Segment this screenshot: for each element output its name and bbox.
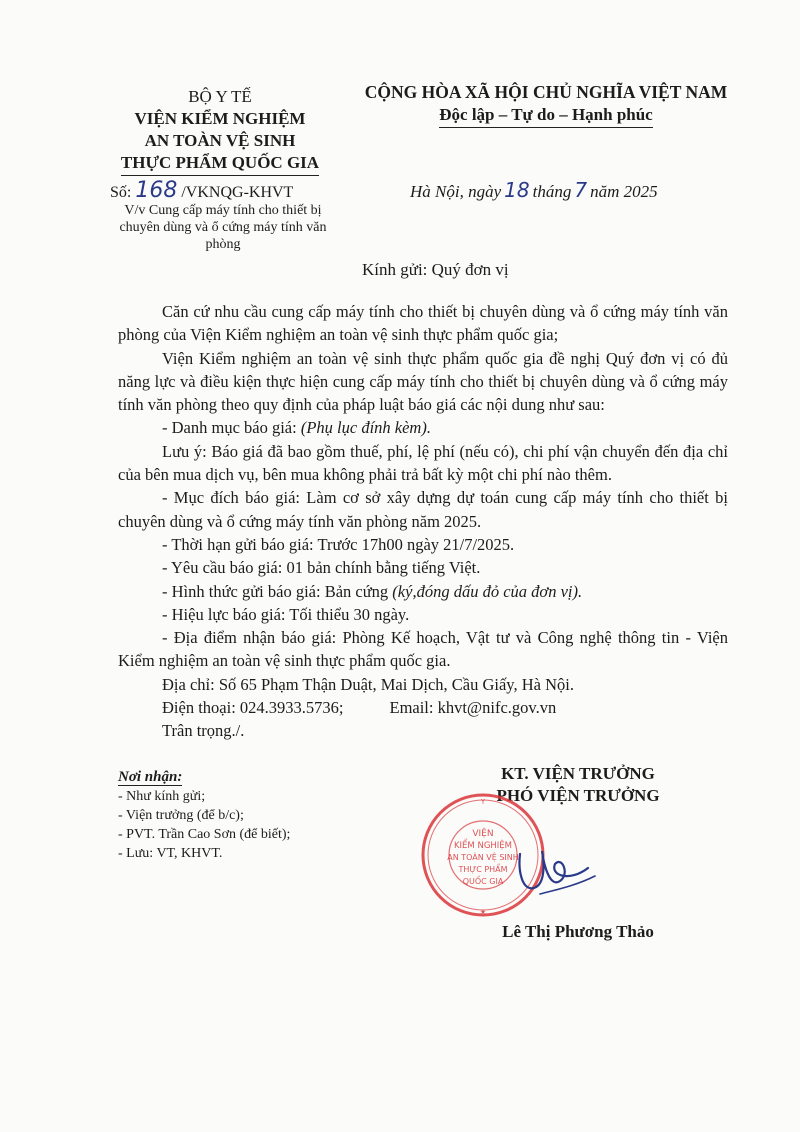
recipient-item: - PVT. Trần Cao Sơn (để biết); <box>118 827 291 842</box>
issuer-block <box>95 86 345 176</box>
document-number <box>110 178 293 203</box>
paragraph-closing: Trân trọng./. <box>162 721 245 741</box>
paragraph-note: Lưu ý: Báo giá đã bao gồm thuế, phí, lệ phí (nếu có), chi phí vận chuyển đến địa chỉ của bên mua dịch vụ, bên mua không phải trả bất kỳ một chi phí nào thêm. <box>118 441 728 485</box>
institute-line-1: VIỆN KIỂM NGHIỆM <box>134 109 306 128</box>
contact-email: Email: khvt@nifc.gov.vn <box>389 698 557 718</box>
ministry-name: BỘ Y TẾ <box>188 87 252 106</box>
svg-text:QUỐC GIA: QUỐC GIA <box>462 877 504 886</box>
svg-text:VIỆN: VIỆN <box>472 829 494 839</box>
number-suffix: /VKNQG-KHVT <box>181 184 294 201</box>
paragraph-location: - Địa điểm nhận báo giá: Phòng Kế hoạch, Vật tư và Công nghệ thông tin - Viện Kiểm nghiệm an toàn vệ sinh thực phẩm quốc gia. <box>118 628 728 671</box>
svg-text:KIỂM NGHIỆM: KIỂM NGHIỆM <box>453 841 513 851</box>
national-motto: Độc lập – Tự do – Hạnh phúc <box>439 104 652 128</box>
contact-phone: Điện thoại: 024.3933.5736; <box>162 698 344 718</box>
paragraph-quote-list <box>118 416 728 439</box>
quote-list-value: (Phụ lục đính kèm). <box>300 418 431 438</box>
recipient-item: - Như kính gửi; <box>118 789 206 804</box>
paragraph-validity: - Hiệu lực báo giá: Tối thiểu 30 ngày. <box>162 604 410 624</box>
handwritten-number: 168 <box>135 178 178 203</box>
date-month-word: tháng <box>532 182 572 201</box>
paragraph-purpose: - Mục đích báo giá: Làm cơ sở xây dựng dự toán cung cấp máy tính cho thiết bị chuyên dùng và ổ cứng máy tính văn phòng năm 2025. <box>118 488 728 531</box>
svg-text:Y: Y <box>480 798 486 806</box>
svg-text:AN TOÀN VỆ SINH: AN TOÀN VỆ SINH <box>447 853 519 862</box>
number-prefix: Số: <box>110 184 132 201</box>
subject-summary <box>98 202 348 253</box>
recipients-list <box>118 768 290 863</box>
signer-name: Lê Thị Phương Thảo <box>502 922 654 941</box>
paragraph-format <box>118 580 728 603</box>
signature-title-line-2: PHÓ VIỆN TRƯỞNG <box>496 786 660 805</box>
recipient-item: - Viện trưởng (để b/c); <box>118 808 244 823</box>
paragraph-basis: Căn cứ nhu cầu cung cấp máy tính cho thiết bị chuyên dùng và ổ cứng máy tính văn phòng của Viện Kiểm nghiệm an toàn vệ sinh thực phẩm quốc gia; <box>118 302 728 345</box>
recipient-item: - Lưu: VT, KHVT. <box>118 846 223 861</box>
paragraph-request: Viện Kiểm nghiệm an toàn vệ sinh thực phẩm quốc gia đề nghị Quý đơn vị có đủ năng lực và điều kiện thực hiện cung cấp máy tính cho thiết bị chuyên dùng và ổ cứng máy tính văn phòng theo quy định của pháp luật báo giá các nội dung như sau: <box>118 348 728 415</box>
svg-text:★: ★ <box>479 908 487 916</box>
letter-body <box>118 300 728 743</box>
paragraph-contact <box>118 696 728 719</box>
format-label: - Hình thức gửi báo giá: Bản cứng <box>162 581 389 601</box>
paragraph-requirement: - Yêu cầu báo giá: 01 bản chính bằng tiếng Việt. <box>162 558 481 578</box>
recipients-title: Nơi nhận: <box>118 769 183 785</box>
issue-date <box>410 178 658 202</box>
institute-line-3: THỰC PHẨM QUỐC GIA <box>121 152 319 176</box>
quote-list-label: - Danh mục báo giá: <box>162 418 297 438</box>
national-header <box>356 81 736 128</box>
date-prefix: Hà Nội, ngày <box>410 182 502 201</box>
format-value: (ký,đóng dấu đỏ của đơn vị). <box>392 581 583 601</box>
date-year: năm 2025 <box>590 182 658 201</box>
signature-title-line-1: KT. VIỆN TRƯỞNG <box>501 764 655 783</box>
date-month: 7 <box>574 178 588 202</box>
paragraph-address: Địa chỉ: Số 65 Phạm Thận Duật, Mai Dịch, Cầu Giấy, Hà Nội. <box>162 674 574 694</box>
subject-line-3: phòng <box>205 237 241 252</box>
institute-line-2: AN TOÀN VỆ SINH <box>144 131 296 150</box>
svg-text:THỰC PHẨM: THỰC PHẨM <box>458 865 508 874</box>
subject-line-2: chuyên dùng và ổ cứng máy tính văn <box>119 220 327 235</box>
nation-title: CỘNG HÒA XÃ HỘI CHỦ NGHĨA VIỆT NAM <box>364 82 728 102</box>
date-day: 18 <box>504 178 530 202</box>
paragraph-deadline: - Thời hạn gửi báo giá: Trước 17h00 ngày 21/7/2025. <box>162 534 515 554</box>
handwritten-signature <box>500 836 610 906</box>
subject-line-1: V/v Cung cấp máy tính cho thiết bị <box>124 203 322 218</box>
recipient-salutation: Kính gửi: Quý đơn vị <box>362 260 509 279</box>
